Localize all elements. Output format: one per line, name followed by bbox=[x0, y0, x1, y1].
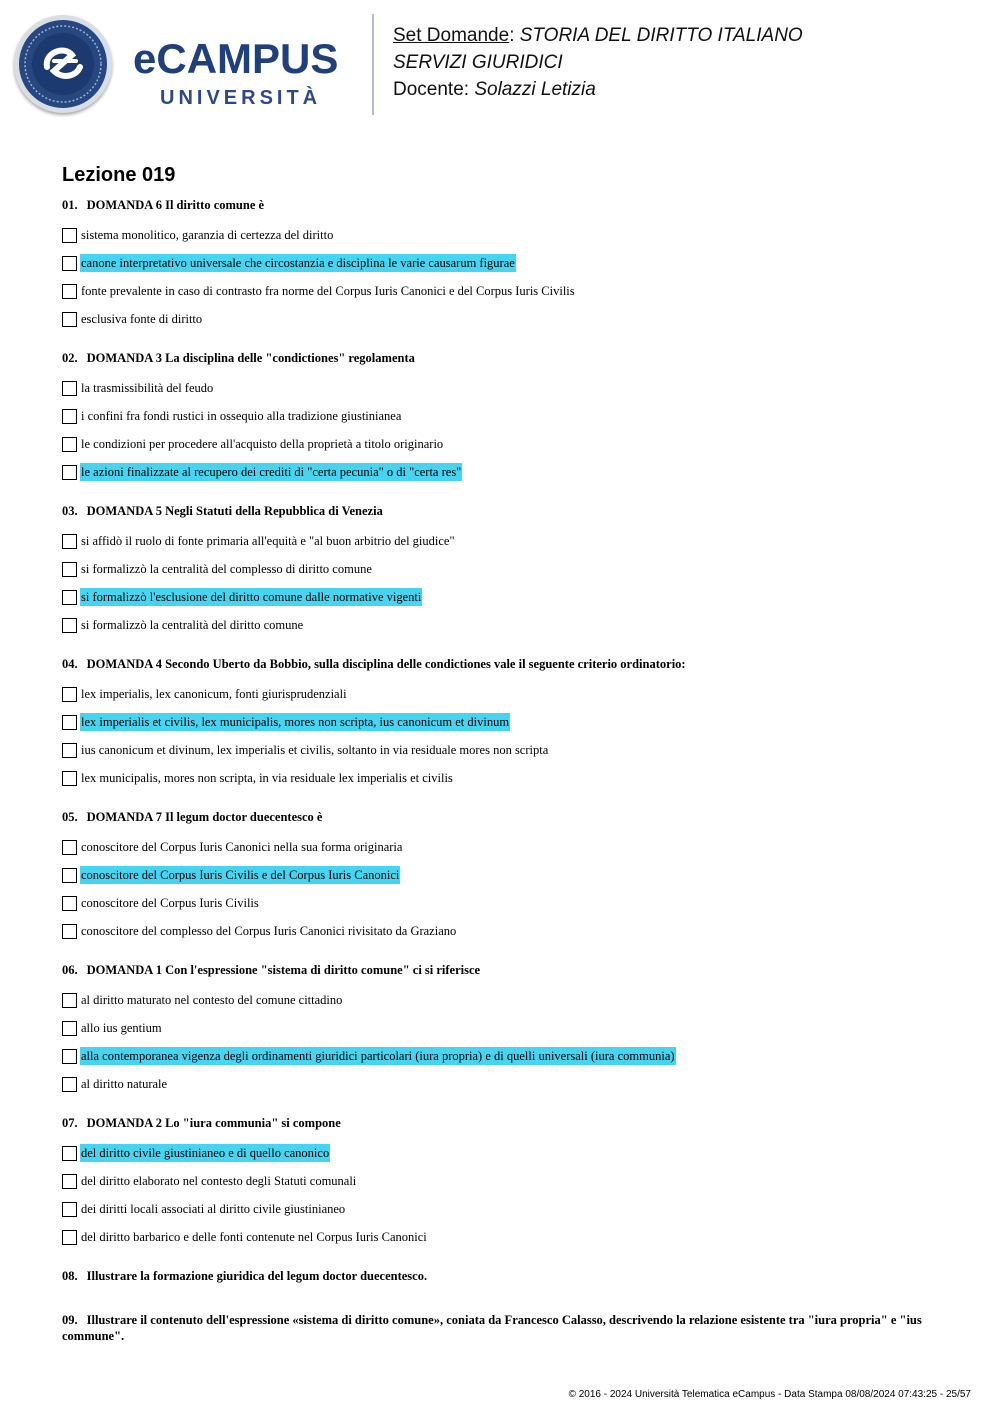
checkbox-icon[interactable] bbox=[62, 590, 77, 605]
page-header bbox=[0, 0, 1000, 130]
question-number: 09. bbox=[62, 1313, 78, 1327]
open-question-block bbox=[62, 1312, 942, 1344]
question-list bbox=[62, 197, 942, 1372]
question-block bbox=[62, 962, 942, 1098]
answer-text: fonte prevalente in caso di contrasto fra norme del Corpus Iuris Canonici e del Corpus Iuris Civilis bbox=[81, 284, 575, 298]
checkbox-icon[interactable] bbox=[62, 437, 77, 452]
checkbox-icon[interactable] bbox=[62, 618, 77, 633]
question-label: DOMANDA 7 Il legum doctor duecentesco è bbox=[86, 810, 323, 824]
answer-option[interactable] bbox=[62, 555, 942, 583]
answer-text: del diritto barbarico e delle fonti contenute nel Corpus Iuris Canonici bbox=[81, 1230, 427, 1244]
checkbox-icon[interactable] bbox=[62, 256, 77, 271]
answer-option[interactable] bbox=[62, 221, 942, 249]
answer-option[interactable] bbox=[62, 708, 942, 736]
question-label: DOMANDA 2 Lo "iura communia" si compone bbox=[86, 1116, 341, 1130]
question-number: 06. bbox=[62, 963, 78, 977]
checkbox-icon[interactable] bbox=[62, 1174, 77, 1189]
header-divider bbox=[372, 14, 374, 115]
answer-option[interactable] bbox=[62, 1139, 942, 1167]
open-question-text bbox=[62, 1312, 942, 1344]
question-label: DOMANDA 3 La disciplina delle "condictiones" regolamenta bbox=[86, 351, 415, 365]
question-block bbox=[62, 503, 942, 639]
checkbox-icon[interactable] bbox=[62, 284, 77, 299]
answer-text-correct: alla contemporanea vigenza degli ordinamenti giuridici particolari (iura propria) e di quelli universali (iura communia) bbox=[81, 1049, 675, 1063]
ecampus-logo-icon bbox=[14, 15, 112, 113]
answer-option[interactable] bbox=[62, 1223, 942, 1251]
checkbox-icon[interactable] bbox=[62, 896, 77, 911]
answer-text: lex imperialis, lex canonicum, fonti giurisprudenziali bbox=[81, 687, 347, 701]
answer-text: al diritto naturale bbox=[81, 1077, 168, 1091]
answer-text: conoscitore del complesso del Corpus Iuris Canonici rivisitato da Graziano bbox=[81, 924, 457, 938]
set-title: STORIA DEL DIRITTO ITALIANO bbox=[519, 25, 803, 46]
question-block bbox=[62, 350, 942, 486]
checkbox-icon[interactable] bbox=[62, 228, 77, 243]
answer-text-correct: si formalizzò l'esclusione del diritto comune dalle normative vigenti bbox=[81, 590, 422, 604]
brand-name: eCAMPUS bbox=[133, 35, 339, 82]
checkbox-icon[interactable] bbox=[62, 1146, 77, 1161]
checkbox-icon[interactable] bbox=[62, 562, 77, 577]
question-block bbox=[62, 809, 942, 945]
answer-option[interactable] bbox=[62, 402, 942, 430]
answer-option[interactable] bbox=[62, 458, 942, 486]
answer-text: conoscitore del Corpus Iuris Canonici nella sua forma originaria bbox=[81, 840, 403, 854]
checkbox-icon[interactable] bbox=[62, 465, 77, 480]
question-block bbox=[62, 197, 942, 333]
checkbox-icon[interactable] bbox=[62, 715, 77, 730]
answer-option[interactable] bbox=[62, 305, 942, 333]
answer-option[interactable] bbox=[62, 1042, 942, 1070]
open-question-block bbox=[62, 1268, 942, 1284]
checkbox-icon[interactable] bbox=[62, 1021, 77, 1036]
question-number: 01. bbox=[62, 198, 78, 212]
checkbox-icon[interactable] bbox=[62, 381, 77, 396]
checkbox-icon[interactable] bbox=[62, 868, 77, 883]
docente-line: Docente: Solazzi Letizia bbox=[393, 79, 596, 100]
answer-text: la trasmissibilità del feudo bbox=[81, 381, 214, 395]
lesson-title: Lezione 019 bbox=[62, 164, 176, 186]
question-number: 07. bbox=[62, 1116, 78, 1130]
question-block bbox=[62, 656, 942, 792]
docente-label: Docente bbox=[393, 79, 464, 100]
answer-option[interactable] bbox=[62, 527, 942, 555]
answer-text: esclusiva fonte di diritto bbox=[81, 312, 203, 326]
answer-text: conoscitore del Corpus Iuris Civilis bbox=[81, 896, 259, 910]
set-info bbox=[393, 22, 803, 103]
open-question-text bbox=[62, 1268, 942, 1284]
checkbox-icon[interactable] bbox=[62, 312, 77, 327]
checkbox-icon[interactable] bbox=[62, 1202, 77, 1217]
question-block bbox=[62, 1115, 942, 1251]
answer-option[interactable] bbox=[62, 583, 942, 611]
question-text bbox=[62, 962, 942, 978]
checkbox-icon[interactable] bbox=[62, 687, 77, 702]
question-number: 02. bbox=[62, 351, 78, 365]
set-subtitle: SERVIZI GIURIDICI bbox=[393, 52, 563, 73]
checkbox-icon[interactable] bbox=[62, 409, 77, 424]
question-number: 08. bbox=[62, 1269, 78, 1283]
answer-text: sistema monolitico, garanzia di certezza del diritto bbox=[81, 228, 334, 242]
question-label: Illustrare la formazione giuridica del legum doctor duecentesco. bbox=[86, 1269, 428, 1283]
answer-text: i confini fra fondi rustici in ossequio alla tradizione giustinianea bbox=[81, 409, 402, 423]
question-label: DOMANDA 4 Secondo Uberto da Bobbio, sulla disciplina delle condictiones vale il seguente criterio ordinatorio: bbox=[86, 657, 686, 671]
answer-text: del diritto elaborato nel contesto degli Statuti comunali bbox=[81, 1174, 357, 1188]
answer-text: si formalizzò la centralità del diritto comune bbox=[81, 618, 304, 632]
answer-text-correct: del diritto civile giustinianeo e di quello canonico bbox=[81, 1146, 330, 1160]
answer-option[interactable] bbox=[62, 764, 942, 792]
answer-text: dei diritti locali associati al diritto civile giustinianeo bbox=[81, 1202, 346, 1216]
answer-text-correct: canone interpretativo universale che circostanzia e disciplina le varie causarum figurae bbox=[81, 256, 515, 270]
question-text bbox=[62, 656, 942, 672]
answer-text: le condizioni per procedere all'acquisto della proprietà a titolo originario bbox=[81, 437, 444, 451]
answer-text: lex municipalis, mores non scripta, in via residuale lex imperialis et civilis bbox=[81, 771, 453, 785]
answer-text: al diritto maturato nel contesto del comune cittadino bbox=[81, 993, 343, 1007]
answer-option[interactable] bbox=[62, 1070, 942, 1098]
answer-option[interactable] bbox=[62, 1167, 942, 1195]
checkbox-icon[interactable] bbox=[62, 993, 77, 1008]
question-label: DOMANDA 5 Negli Statuti della Repubblica di Venezia bbox=[86, 504, 383, 518]
set-label: Set Domande bbox=[393, 25, 510, 46]
answer-option[interactable] bbox=[62, 430, 942, 458]
checkbox-icon[interactable] bbox=[62, 1230, 77, 1245]
answer-option[interactable] bbox=[62, 833, 942, 861]
answer-text: si formalizzò la centralità del complesso di diritto comune bbox=[81, 562, 372, 576]
set-subtitle-line bbox=[393, 49, 803, 76]
answer-option[interactable] bbox=[62, 277, 942, 305]
question-label: Illustrare il contenuto dell'espressione «sistema di diritto comune», coniata da Francesco Calasso, descrivendo la relazione esistente tra "iura propria" e "ius commune". bbox=[62, 1313, 922, 1343]
answer-text-correct: conoscitore del Corpus Iuris Civilis e del Corpus Iuris Canonici bbox=[81, 868, 400, 882]
question-number: 04. bbox=[62, 657, 78, 671]
question-text bbox=[62, 1115, 942, 1131]
answer-option[interactable] bbox=[62, 374, 942, 402]
answer-option[interactable] bbox=[62, 611, 942, 639]
answer-text-correct: le azioni finalizzate al recupero dei crediti di "certa pecunia" o di "certa res" bbox=[81, 465, 462, 479]
checkbox-icon[interactable] bbox=[62, 1049, 77, 1064]
answer-option[interactable] bbox=[62, 1014, 942, 1042]
answer-option[interactable] bbox=[62, 889, 942, 917]
answer-text-correct: lex imperialis et civilis, lex municipalis, mores non scripta, ius canonicum et divinum bbox=[81, 715, 510, 729]
answer-text: ius canonicum et divinum, lex imperialis et civilis, soltanto in via residuale mores non scripta bbox=[81, 743, 549, 757]
checkbox-icon[interactable] bbox=[62, 924, 77, 939]
answer-option[interactable] bbox=[62, 861, 942, 889]
checkbox-icon[interactable] bbox=[62, 840, 77, 855]
question-label: DOMANDA 6 Il diritto comune è bbox=[86, 198, 265, 212]
checkbox-icon[interactable] bbox=[62, 743, 77, 758]
question-text bbox=[62, 809, 942, 825]
answer-option[interactable] bbox=[62, 736, 942, 764]
page-footer: © 2016 - 2024 Università Telematica eCampus - Data Stampa 08/08/2024 07:43:25 - 25/57 bbox=[568, 1389, 971, 1400]
checkbox-icon[interactable] bbox=[62, 771, 77, 786]
question-text bbox=[62, 350, 942, 366]
answer-option[interactable] bbox=[62, 1195, 942, 1223]
set-title-line: Set Domande: STORIA DEL DIRITTO ITALIANO bbox=[393, 25, 803, 46]
docente-name: Solazzi Letizia bbox=[474, 79, 596, 100]
question-text bbox=[62, 197, 942, 213]
answer-option[interactable] bbox=[62, 917, 942, 945]
answer-option[interactable] bbox=[62, 986, 942, 1014]
answer-option[interactable] bbox=[62, 249, 942, 277]
brand-subtitle: UNIVERSITÀ bbox=[160, 87, 322, 109]
answer-text: allo ius gentium bbox=[81, 1021, 162, 1035]
question-number: 05. bbox=[62, 810, 78, 824]
answer-text: si affidò il ruolo di fonte primaria all'equità e "al buon arbitrio del giudice" bbox=[81, 534, 455, 548]
question-label: DOMANDA 1 Con l'espressione "sistema di diritto comune" ci si riferisce bbox=[86, 963, 481, 977]
question-number: 03. bbox=[62, 504, 78, 518]
checkbox-icon[interactable] bbox=[62, 1077, 77, 1092]
checkbox-icon[interactable] bbox=[62, 534, 77, 549]
question-text bbox=[62, 503, 942, 519]
answer-option[interactable] bbox=[62, 680, 942, 708]
